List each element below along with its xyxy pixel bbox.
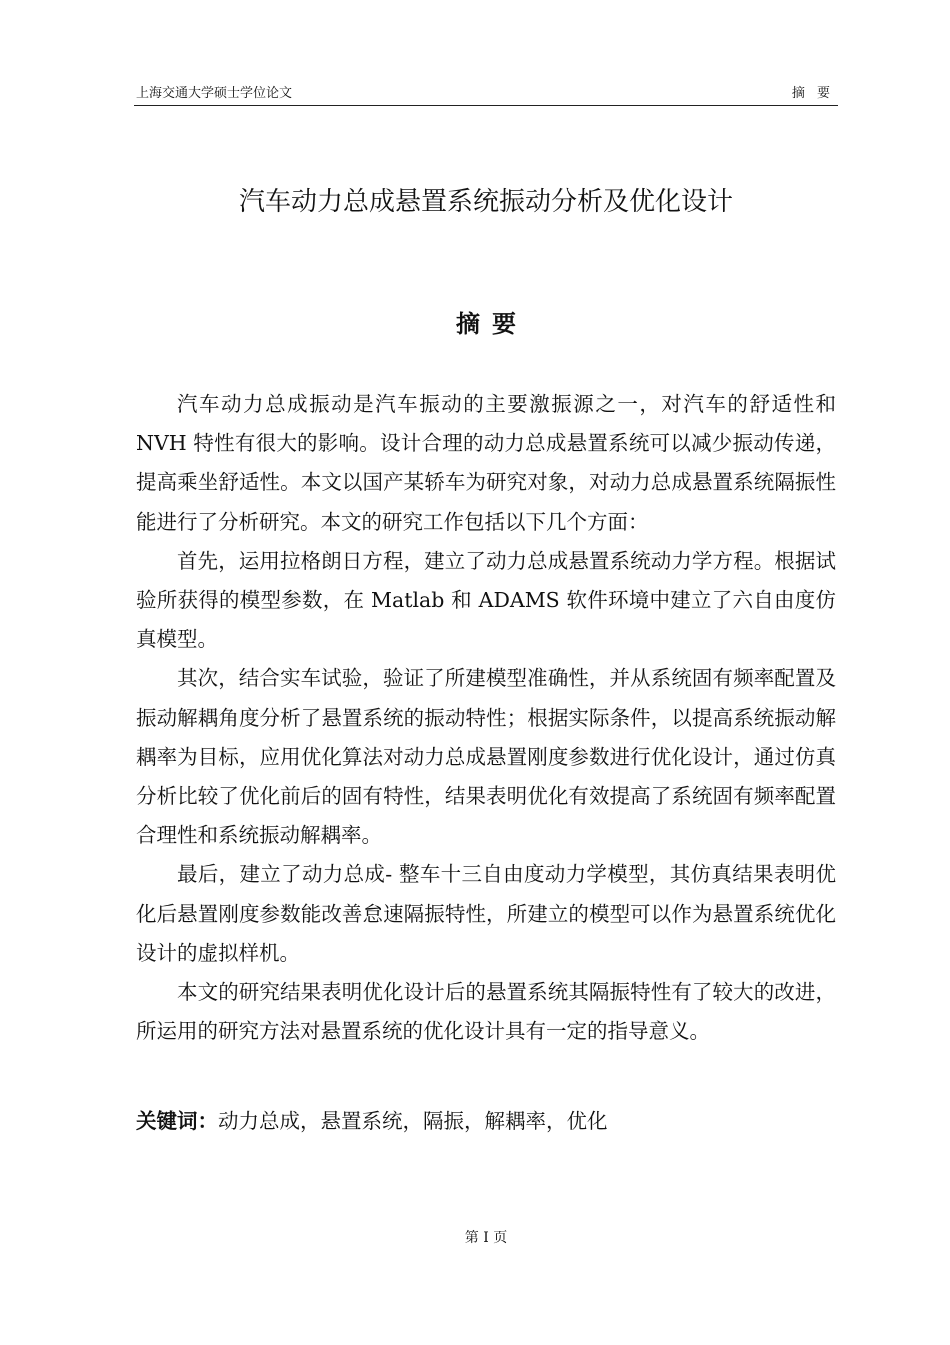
abstract-heading: 摘要: [456, 310, 528, 338]
header-university: 上海交通大学硕士学位论文: [136, 86, 293, 101]
keywords-value: 动力总成，悬置系统，隔振，解耦率，优化: [218, 1109, 608, 1133]
running-header: [136, 84, 836, 104]
thesis-title: 汽车动力总成悬置系统振动分析及优化设计: [238, 187, 733, 217]
header-section: 摘 要: [791, 86, 834, 101]
keywords-line: [136, 1102, 836, 1141]
page-number: 第 I 页: [464, 1230, 508, 1246]
abstract-body: [136, 385, 836, 1051]
keywords-label: 关键词：: [136, 1109, 218, 1133]
abstract-paragraph-2: 首先，运用拉格朗日方程，建立了动力总成悬置系统动力学方程。根据试验所获得的模型参数，在 Matlab 和 ADAMS 软件环境中建立了六自由度仿真模型。: [136, 548, 836, 652]
abstract-paragraph-1: 汽车动力总成振动是汽车振动的主要激振源之一，对汽车的舒适性和 NVH 特性有很大的影响。设计合理的动力总成悬置系统可以减少振动传递，提高乘坐舒适性。本文以国产某轿车为研究对象，对动力总成悬置系统隔振性能进行了分析研究。本文的研究工作包括以下几个方面：: [136, 392, 836, 534]
abstract-paragraph-3: 其次，结合实车试验，验证了所建模型准确性，并从系统固有频率配置及振动解耦角度分析了悬置系统的振动特性；根据实际条件，以提高系统振动解耦率为目标，应用优化算法对动力总成悬置刚度参数进行优化设计，通过仿真分析比较了优化前后的固有特性，结果表明优化有效提高了系统固有频率配置合理性和系统振动解耦率。: [136, 666, 836, 848]
abstract-paragraph-4: 最后，建立了动力总成- 整车十三自由度动力学模型，其仿真结果表明优化后悬置刚度参数能改善怠速隔振特性，所建立的模型可以作为悬置系统优化设计的虚拟样机。: [136, 862, 836, 965]
abstract-paragraph-5: 本文的研究结果表明优化设计后的悬置系统其隔振特性有了较大的改进，所运用的研究方法对悬置系统的优化设计具有一定的指导意义。: [136, 980, 836, 1044]
header-rule: [134, 105, 838, 106]
